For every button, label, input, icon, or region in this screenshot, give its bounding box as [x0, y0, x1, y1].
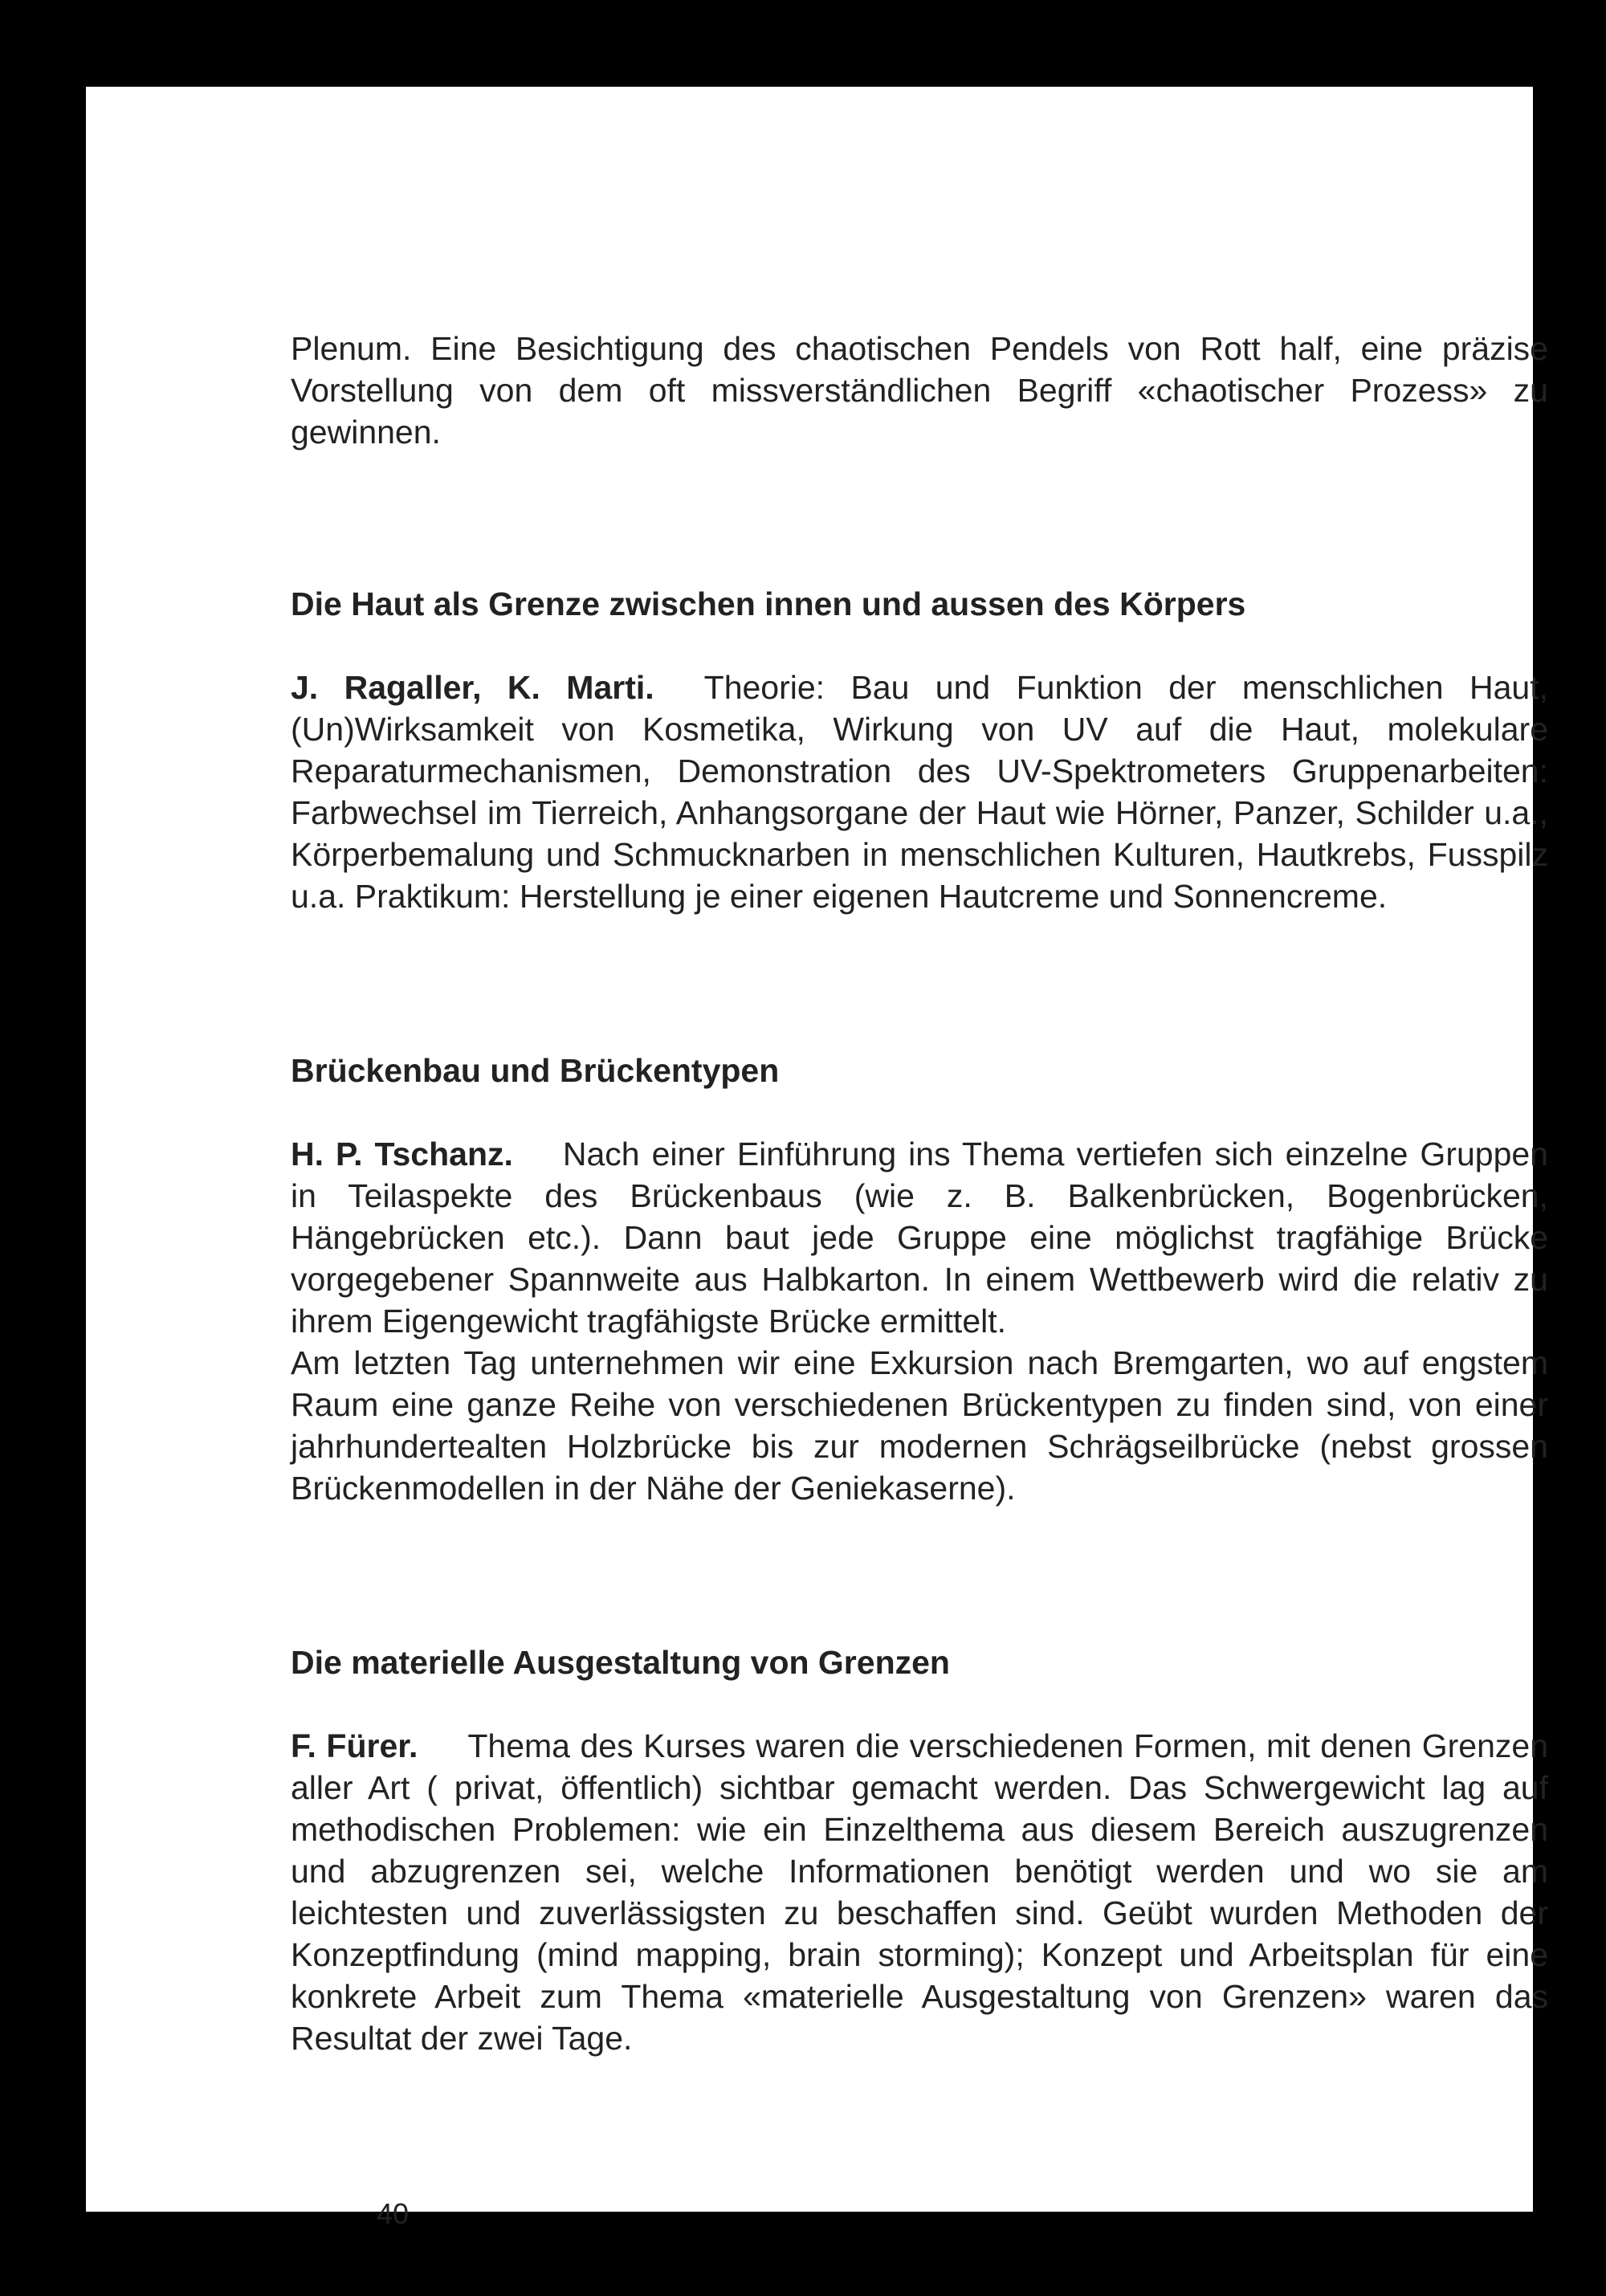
section-authors-haut: J. Ragaller, K. Marti.	[291, 669, 654, 706]
intro-paragraph: Plenum. Eine Besichtigung des chaotischen Pendels von Rott half, eine präzise Vorstellung von dem oft missverständlichen Begriff «chaotischer Prozess» zu gewinnen.	[291, 330, 1548, 451]
section-spacer	[291, 917, 1548, 1050]
section-paragraph-bruecken	[291, 1133, 1548, 1342]
page-number: 40	[377, 2197, 410, 2230]
section-paragraph-bruecken-2: Am letzten Tag unternehmen wir eine Exkursion nach Bremgarten, wo auf engstem Raum eine ganze Reihe von verschiedenen Brückentypen zu finden sind, von einer jahrhundertealten Holzbrücke bis zur modernen Schrägseilbrücke (nebst grossen Brückenmodellen in der Nähe der Geniekaserne).	[291, 1344, 1548, 1507]
section-body-bruecken: Nach einer Einführung ins Thema vertiefen sich einzelne Gruppen in Teilaspekte des Brückenbaus (wie z. B. Balkenbrücken, Bogenbrücken, Hängebrücken etc.). Dann baut jede Gruppe eine möglichst tragfähige Brücke vorgegebener Spannweite aus Halbkarton. In einem Wettbewerb wird die relativ zu ihrem Eigengewicht tragfähigste Brücke ermittelt.	[291, 1136, 1548, 1340]
section-body-grenzen: Thema des Kurses waren die verschiedenen Formen, mit denen Grenzen aller Art ( privat, öffentlich) sichtbar gemacht werden. Das Schwergewicht lag auf methodischen Problemen: wie ein Einzelthema aus diesem Bereich auszugrenzen und abzugrenzen sei, welche Informationen benötigt werden und wo sie am leichtesten und zuverlässigsten zu beschaffen sind. Geübt wurden Methoden der Konzeptfindung (mind mapping, brain storming); Konzept und Arbeitsplan für eine konkrete Arbeit zum Thema «materielle Ausgestaltung von Grenzen» waren das Resultat der zwei Tage.	[291, 1727, 1549, 2057]
title-spacer	[291, 625, 1548, 667]
page-content	[291, 328, 1548, 2059]
section-title-grenzen: Die materielle Ausgestaltung von Grenzen	[291, 1644, 950, 1681]
section-spacer	[291, 453, 1548, 583]
title-spacer	[291, 1091, 1548, 1133]
section-title-haut: Die Haut als Grenze zwischen innen und aussen des Körpers	[291, 585, 1246, 622]
section-title-bruecken: Brückenbau und Brückentypen	[291, 1052, 780, 1089]
document-page	[86, 87, 1549, 2230]
title-spacer	[291, 1683, 1548, 1725]
section-spacer	[291, 1509, 1548, 1641]
section-authors-bruecken: H. P. Tschanz.	[291, 1136, 513, 1172]
section-body-haut: Theorie: Bau und Funktion der menschlichen Haut, (Un)Wirksamkeit von Kosmetika, Wirkung von UV auf die Haut, molekulare Reparaturmechanismen, Demonstration des UV-Spektrometers Gruppenarbeiten: Farbwechsel im Tierreich, Anhangsorgane der Haut wie Hörner, Panzer, Schilder u.a., Körperbemalung und Schmucknarben in menschlichen Kulturen, Hautkrebs, Fusspilz u.a. Praktikum: Herstellung je einer eigenen Hautcreme und Sonnencreme.	[291, 669, 1548, 915]
section-paragraph-haut	[291, 667, 1548, 917]
section-paragraph-grenzen	[291, 1725, 1548, 2059]
section-authors-grenzen: F. Fürer.	[291, 1727, 418, 1764]
